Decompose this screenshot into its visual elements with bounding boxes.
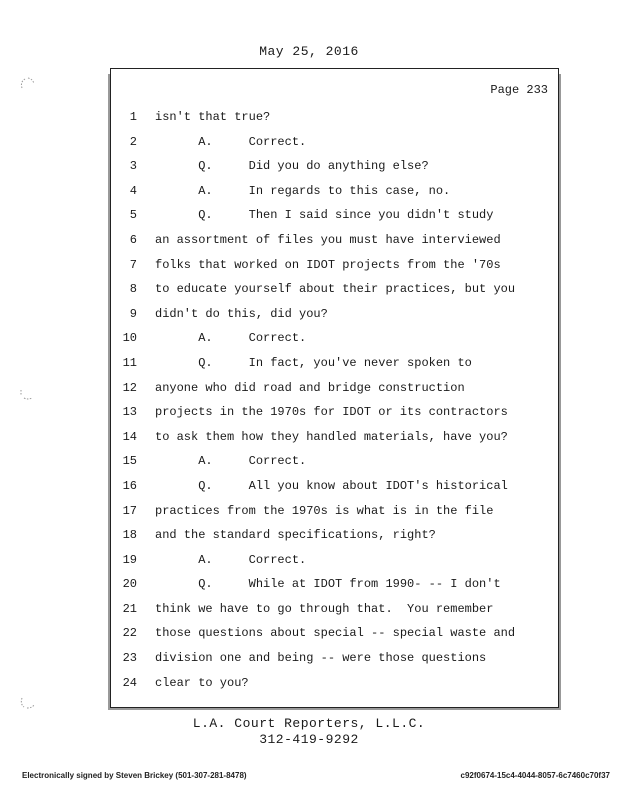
transcript-line [111,548,558,573]
transcript-line [111,105,558,130]
line-number: 14 [122,429,137,444]
punch-hole-mark [18,694,36,710]
line-text: clear to you? [155,675,249,690]
document-id: c92f0674-15c4-4044-8057-6c7460c70f37 [460,771,610,780]
line-text: projects in the 1970s for IDOT or its contractors [155,405,508,420]
transcript-line [111,597,558,622]
line-text: folks that worked on IDOT projects from the '70s [155,257,501,272]
transcript-line [111,228,558,253]
line-text: didn't do this, did you? [155,306,328,321]
transcript-line [111,671,558,696]
line-text: anyone who did road and bridge construction [155,380,465,395]
line-text: division one and being -- were those questions [155,651,487,666]
page-date: May 25, 2016 [259,44,359,59]
line-number: 1 [129,110,137,124]
transcript-lines [111,105,558,695]
line-text: practices from the 1970s is what is in the file [155,503,494,518]
transcript-line [111,326,558,351]
transcript-line [111,474,558,499]
line-text: Q. In fact, you've never spoken to [155,355,472,370]
transcript-line [111,449,558,474]
line-text: Q. All you know about IDOT's historical [155,478,508,493]
line-text: Q. While at IDOT from 1990- -- I don't [155,577,501,592]
line-number: 11 [122,355,137,370]
transcript-line [111,179,558,204]
footer-phone: 312-419-9292 [259,732,359,747]
line-number: 2 [129,134,137,149]
transcript-line [111,621,558,646]
line-text: Q. Then I said since you didn't study [155,208,494,223]
transcript-line [111,302,558,327]
line-number: 7 [129,257,137,272]
line-number: 23 [122,651,137,666]
footer-company: L.A. Court Reporters, L.L.C. [192,716,426,731]
line-text: those questions about special -- special waste and [155,626,516,641]
line-number: 13 [122,405,137,420]
line-number: 19 [122,552,137,567]
line-number: 3 [129,159,137,174]
punch-hole-mark [18,386,36,402]
line-text: A. Correct. [155,552,307,567]
transcript-line [111,277,558,302]
transcript-line [111,253,558,278]
line-number: 8 [129,282,137,297]
transcript-page [110,68,559,708]
line-number: 15 [122,454,137,469]
line-text: to educate yourself about their practices, but you [155,282,516,297]
line-number: 22 [122,626,137,641]
transcript-line [111,130,558,155]
line-number: 18 [122,528,137,543]
line-number: 17 [122,503,137,518]
line-text: A. Correct. [155,331,307,346]
punch-hole-mark [18,76,36,92]
line-text: and the standard specifications, right? [155,528,436,543]
transcript-line [111,425,558,450]
line-number: 20 [122,577,137,592]
line-number: 9 [129,306,137,321]
line-number: 10 [122,331,137,346]
page-number: Page 233 [490,83,548,97]
line-text: isn't that true? [155,110,271,124]
line-number: 12 [122,380,137,395]
transcript-line [111,351,558,376]
transcript-line [111,523,558,548]
line-number: 21 [122,601,137,616]
line-number: 16 [122,478,137,493]
line-number: 6 [129,232,137,247]
electronic-signature: Electronically signed by Steven Brickey (501-307-281-8478) [22,771,247,780]
line-text: to ask them how they handled materials, have you? [155,429,508,444]
line-number: 24 [122,675,137,690]
line-number: 5 [129,208,137,223]
transcript-line [111,499,558,524]
line-text: an assortment of files you must have interviewed [155,232,501,247]
line-text: A. Correct. [155,454,307,469]
transcript-line [111,400,558,425]
line-number: 4 [129,183,137,198]
line-text: think we have to go through that. You remember [155,601,494,616]
transcript-line [111,154,558,179]
line-text: A. Correct. [155,134,307,149]
transcript-line [111,572,558,597]
transcript-line [111,646,558,671]
line-text: A. In regards to this case, no. [155,183,451,198]
line-text: Q. Did you do anything else? [155,159,429,174]
transcript-line [111,376,558,401]
transcript-line [111,203,558,228]
